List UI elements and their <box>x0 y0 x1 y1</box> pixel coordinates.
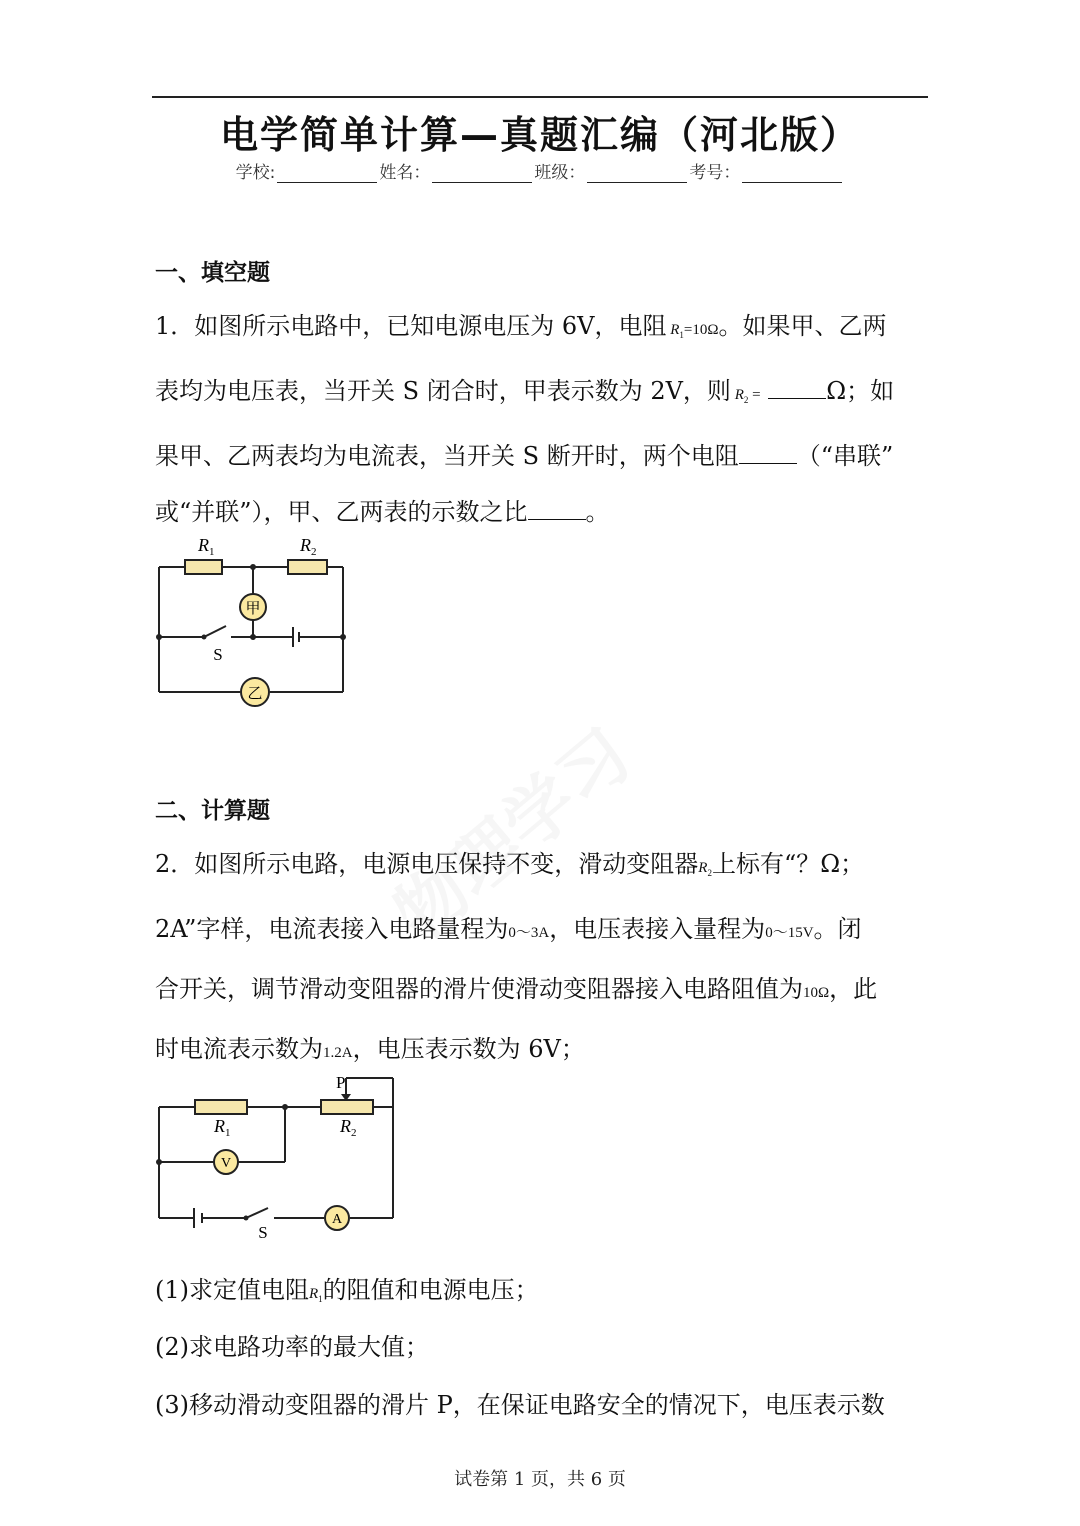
question-2 <box>155 836 930 1081</box>
q2-text: 2A”字样，电流表接入电路量程为 <box>155 915 509 943</box>
sub-question-1 <box>155 1270 539 1305</box>
q2-text: ，电压表示数为 6V； <box>352 1035 585 1063</box>
sub-question-2: (2)求电路功率的最大值； <box>155 1333 429 1361</box>
student-info-line <box>0 158 1080 183</box>
exam-no-label: 考号： <box>689 163 741 183</box>
r1-label-subscript: 1 <box>225 1127 231 1139</box>
resistance-value: 10Ω <box>803 985 830 1001</box>
switch-label: S <box>213 645 223 664</box>
q1-text: 。 <box>585 498 610 526</box>
class-blank[interactable] <box>587 166 687 183</box>
r2-symbol: R <box>734 387 744 403</box>
section-heading-calculation: 二、计算题 <box>155 798 270 824</box>
r2-symbol: R <box>698 860 708 876</box>
meter-yi-label: 乙 <box>247 686 263 702</box>
slider-p-label: P <box>336 1073 346 1092</box>
svg-text:R1 <box>197 535 215 558</box>
answer-blank-connection[interactable] <box>739 441 797 464</box>
name-label: 姓名： <box>379 163 431 183</box>
exam-no-blank[interactable] <box>742 166 842 183</box>
q2-text: ，此 <box>829 975 878 1003</box>
school-blank[interactable] <box>277 166 377 183</box>
r2-label-subscript: 2 <box>351 1127 357 1139</box>
r1-label-subscript: 1 <box>209 546 215 558</box>
circuit-diagram-2 <box>140 1066 410 1246</box>
answer-blank-r2[interactable] <box>768 376 826 399</box>
r2-label-subscript: 2 <box>311 546 317 558</box>
r2-label: R <box>340 1116 351 1136</box>
r1-label: R <box>214 1116 225 1136</box>
question-1 <box>155 298 930 540</box>
top-rule <box>152 96 928 98</box>
resistor-r1 <box>195 1100 247 1114</box>
r1-subscript: 1 <box>679 330 684 340</box>
q2-text: ，电压表接入量程为 <box>549 915 766 943</box>
q2-text: 2．如图所示电路，电源电压保持不变，滑动变阻器 <box>155 850 699 878</box>
meter-jia-label: 甲 <box>245 601 261 617</box>
sub1-text: 的阻值和电源电压； <box>322 1276 539 1304</box>
voltmeter-range: 0～15V <box>765 925 814 941</box>
section-heading-fill-blank: 一、填空题 <box>155 260 270 286</box>
equals-sign: = <box>752 387 761 403</box>
r1-label: R <box>198 535 209 555</box>
sub-question-3: (3)移动滑动变阻器的滑片 P，在保证电路安全的情况下，电压表示数 <box>155 1391 885 1419</box>
page-title: 电学简单计算—真题汇编（河北版） <box>219 113 860 157</box>
ammeter-range: 0～3A <box>508 925 550 941</box>
resistor-r1 <box>185 560 222 574</box>
school-label: 学校: <box>235 163 276 183</box>
q2-text: 合开关，调节滑动变阻器的滑片使滑动变阻器接入电路阻值为 <box>155 975 803 1003</box>
r2-subscript: 2 <box>743 395 749 405</box>
svg-text:R1 <box>213 1116 231 1139</box>
q1-text: 表均为电压表，当开关 S 闭合时，甲表示数为 2V，则 <box>155 377 731 405</box>
q1-text: Ω；如 <box>826 377 895 405</box>
r2-subscript: 2 <box>707 868 712 878</box>
slide-rheostat-r2 <box>321 1100 373 1114</box>
q1-text: 或“并联”），甲、乙两表的示数之比 <box>155 498 528 526</box>
r1-symbol: R <box>670 322 680 338</box>
class-label: 班级： <box>534 163 586 183</box>
r1-symbol: R <box>309 1286 319 1302</box>
q2-text: 。闭 <box>813 915 862 943</box>
q2-text: 时电流表示数为 <box>155 1035 323 1063</box>
ammeter-label: A <box>331 1212 343 1227</box>
answer-blank-ratio[interactable] <box>528 497 586 520</box>
q2-text: 上标有“？Ω； <box>711 850 865 878</box>
circuit-diagram-1 <box>140 528 370 708</box>
sub1-text: (1)求定值电阻 <box>155 1276 309 1304</box>
voltmeter-label: V <box>220 1156 232 1171</box>
q1-text: 果甲、乙两表均为电流表，当开关 S 断开时，两个电阻 <box>155 442 739 470</box>
svg-text:R2 <box>299 535 317 558</box>
current-value: 1.2A <box>323 1045 353 1061</box>
resistor-r2 <box>288 560 327 574</box>
r1-subscript: 1 <box>318 1294 323 1304</box>
name-blank[interactable] <box>432 166 532 183</box>
switch-label: S <box>258 1223 268 1242</box>
q1-text: 1．如图所示电路中，已知电源电压为 6V，电阻 <box>155 312 667 340</box>
page-footer: 试卷第 1 页，共 6 页 <box>454 1469 626 1490</box>
svg-text:R2 <box>339 1116 357 1139</box>
q1-text: 。如果甲、乙两 <box>718 312 887 340</box>
r2-label: R <box>300 535 311 555</box>
r1-value: =10Ω <box>683 322 719 338</box>
q1-text: （“串联” <box>796 442 894 470</box>
